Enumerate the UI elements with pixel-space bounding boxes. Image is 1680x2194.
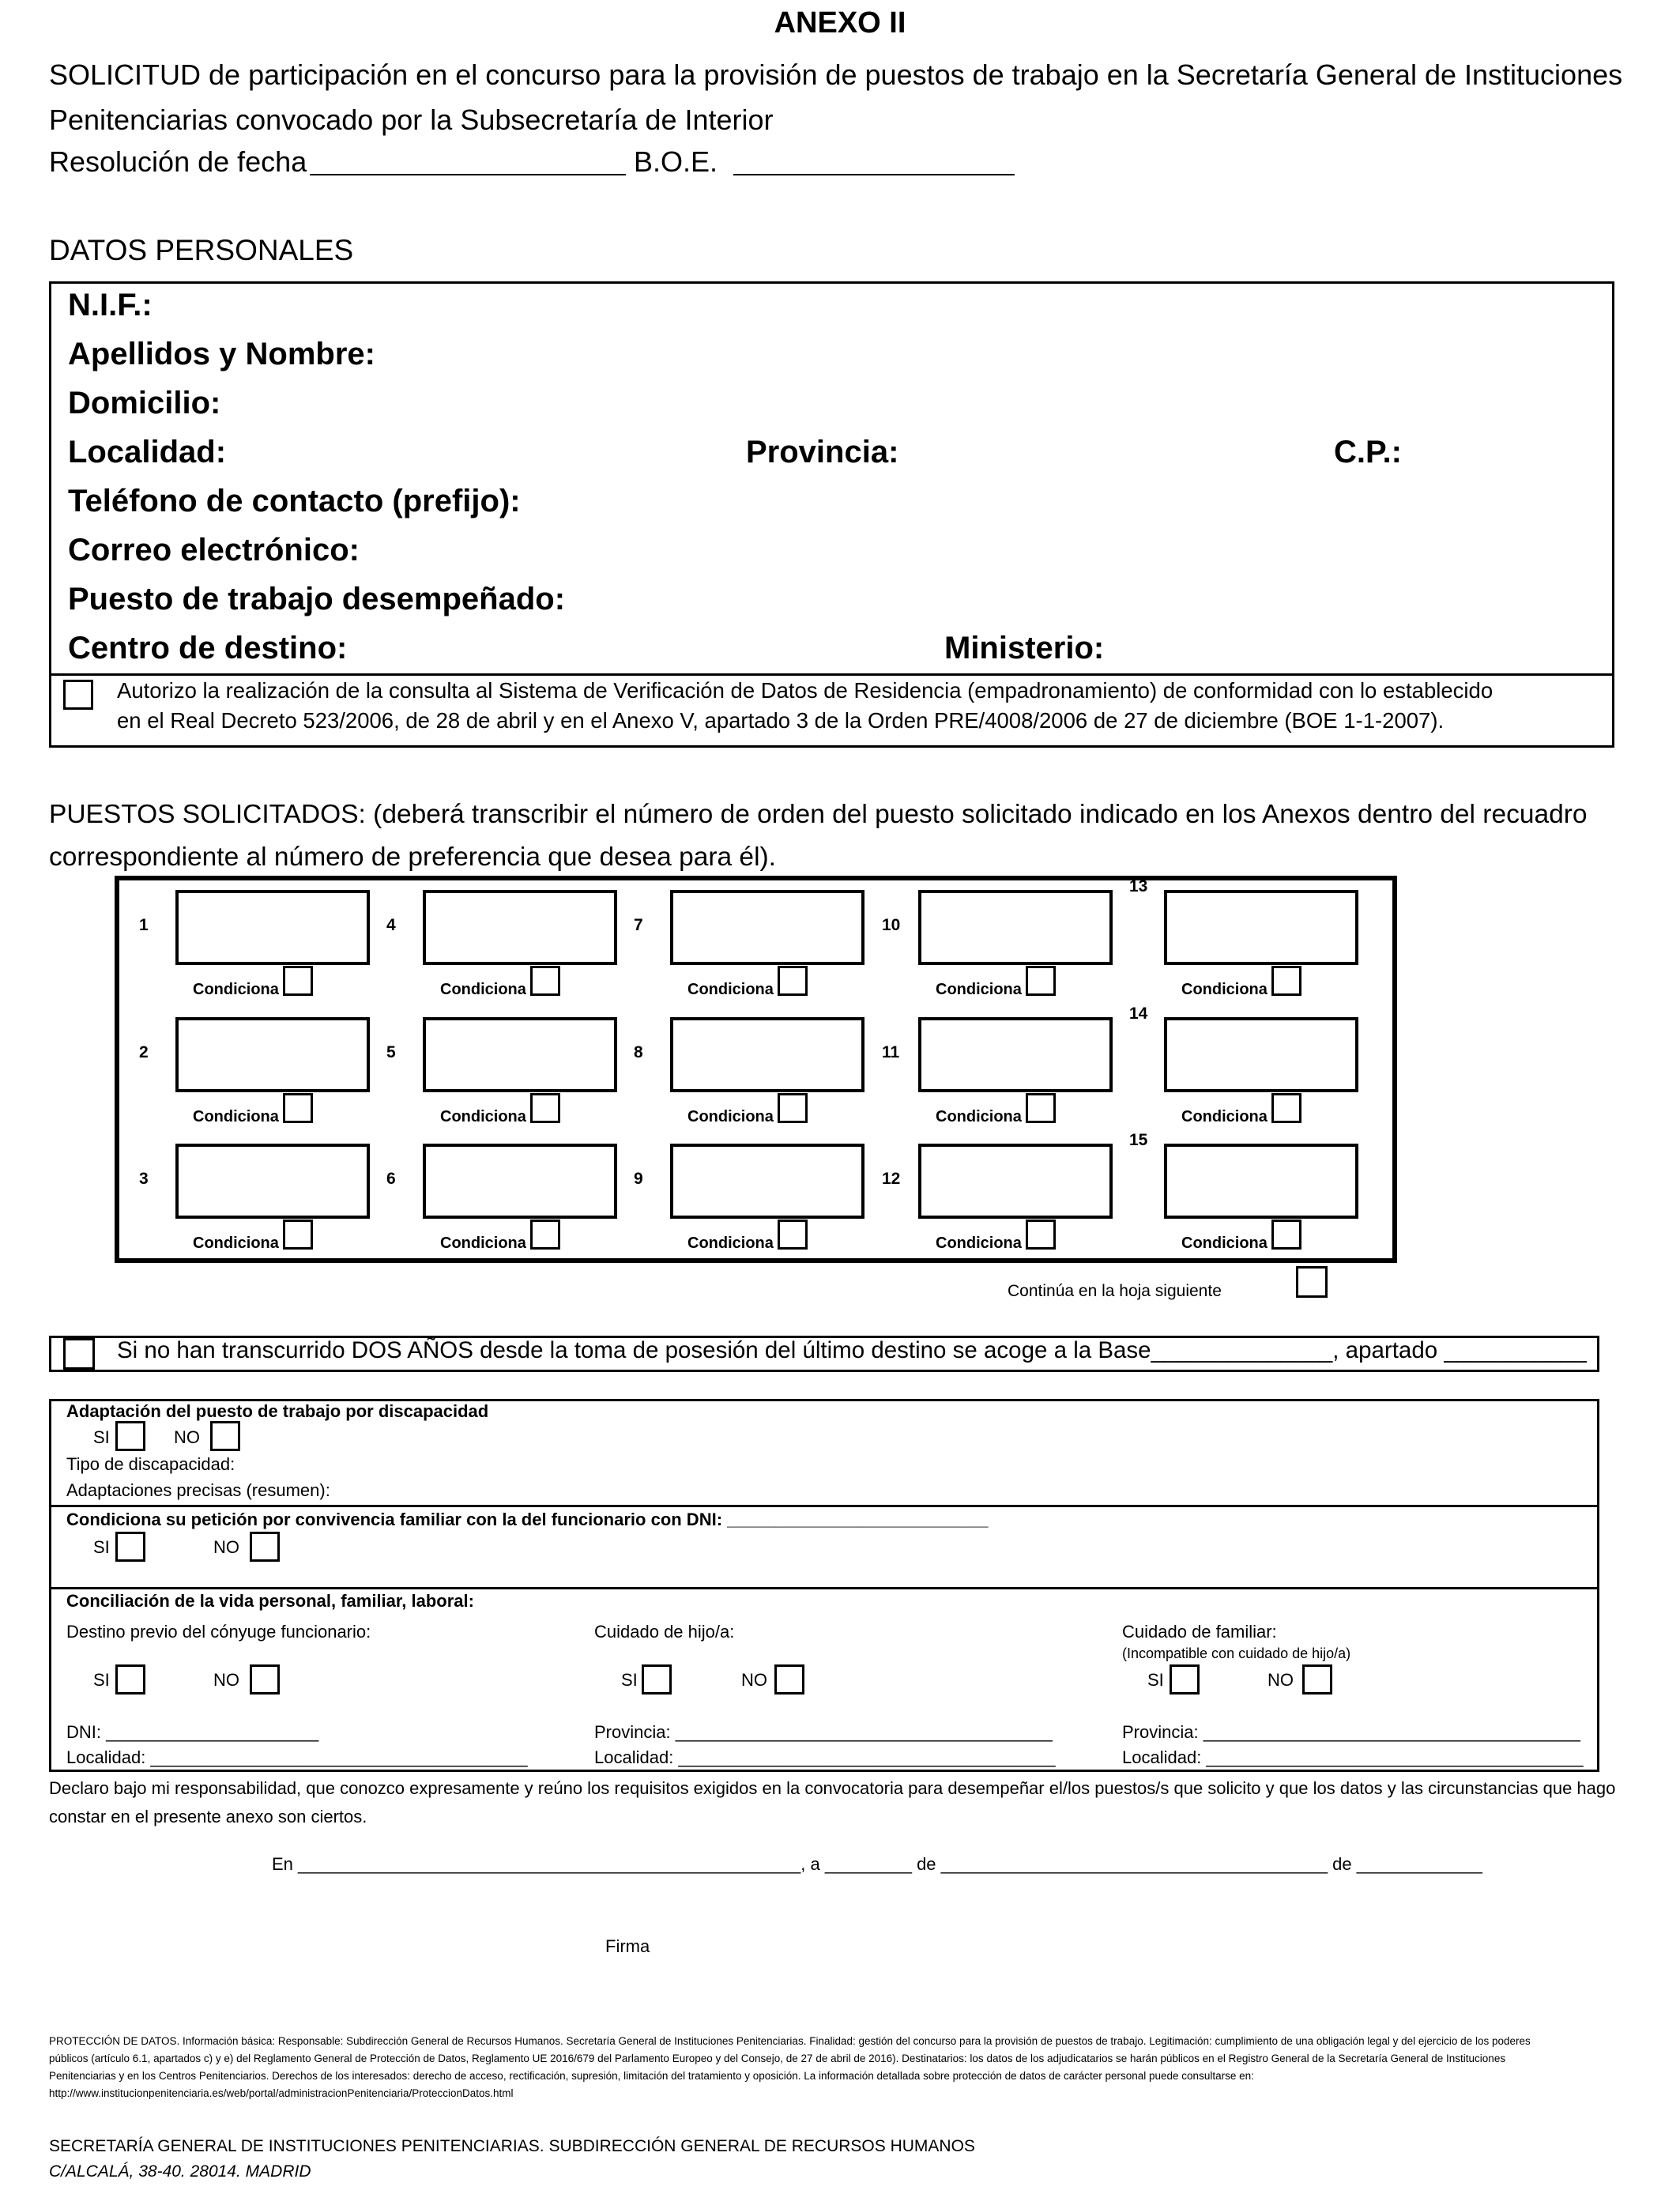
proteccion-line-2: públicos (artículo 6.1, apartados c) y e) del Reglamento General de Protección de Datos, Reglamento UE 2016/679 del Parlamento Europeo y del Consejo, de 27 de abril de 2016). Destinatarios: los datos de los adjudicatarios se harán públicos en el Registro General de la Secretaría General de Instituciones xyxy=(49,2053,1506,2064)
correo-label: Correo electrónico: xyxy=(68,533,360,567)
slot-number: 3 xyxy=(139,1170,149,1188)
slot-number: 11 xyxy=(882,1043,900,1061)
footer-line-2: C/ALCALÁ, 38-40. 28014. MADRID xyxy=(49,2162,311,2181)
condiciona-label: Condiciona xyxy=(1181,981,1268,998)
condiciona-label: Condiciona xyxy=(440,1235,526,1252)
convivencia-si-checkbox[interactable] xyxy=(115,1532,145,1562)
preference-slot-4[interactable] xyxy=(423,890,617,965)
preference-slot-14[interactable] xyxy=(1164,1017,1358,1092)
condiciona-label: Condiciona xyxy=(687,981,774,998)
proteccion-line-3: Penitenciarias y en los Centros Penitenciarios. Derechos de los interesados: derecho de acceso, rectificación, supresión, limitación del tratamiento y oposición. La información detallada sobre protección de datos de carácter personal puede consultarse en: xyxy=(49,2070,1254,2082)
conyuge-si-checkbox[interactable] xyxy=(115,1664,145,1695)
footer-line-1: SECRETARÍA GENERAL DE INSTITUCIONES PENITENCIARIAS. SUBDIRECCIÓN GENERAL DE RECURSOS HUMANOS xyxy=(49,2137,975,2155)
slot-number: 5 xyxy=(386,1043,396,1061)
discapacidad-si-label: SI xyxy=(93,1427,110,1447)
circunstancias-box xyxy=(49,1399,1599,1772)
preference-slot-9[interactable] xyxy=(670,1144,864,1219)
condiciona-checkbox-12[interactable] xyxy=(1026,1220,1056,1250)
preference-slot-15[interactable] xyxy=(1164,1144,1358,1219)
preference-slot-7[interactable] xyxy=(670,890,864,965)
condiciona-checkbox-9[interactable] xyxy=(778,1220,808,1250)
tipo-discapacidad-label: Tipo de discapacidad: xyxy=(66,1454,235,1474)
familiar-si-checkbox[interactable] xyxy=(1170,1664,1200,1695)
proteccion-line-1: PROTECCIÓN DE DATOS. Información básica: Responsable: Subdirección General de Recursos Humanos. Secretaría General de Instituciones Penitenciarias. Finalidad: gestión del concurso para la provisión de puestos de trabajo. Legitimación: cumplimiento de una obligación legal y del ejercicio de los poderes xyxy=(49,2035,1531,2047)
condiciona-checkbox-14[interactable] xyxy=(1271,1093,1301,1123)
intro-line-2: Penitenciarias convocado por la Subsecretaría de Interior xyxy=(49,104,774,136)
condiciona-label: Condiciona xyxy=(193,1235,279,1252)
autorizo-text xyxy=(117,676,1493,736)
fecha-lugar-field[interactable]: En ____________________________________________________, a _________ de ________________________________________ de _____________ xyxy=(272,1854,1482,1874)
condiciona-checkbox-6[interactable] xyxy=(530,1220,560,1250)
condiciona-checkbox-13[interactable] xyxy=(1271,966,1301,996)
divider xyxy=(49,1587,1599,1589)
slot-number: 12 xyxy=(882,1170,901,1188)
resolucion-label: Resolución de fecha xyxy=(49,145,307,178)
nif-label: N.I.F.: xyxy=(68,288,153,322)
domicilio-label: Domicilio: xyxy=(68,386,221,420)
convivencia-title: Condiciona su petición por convivencia familiar con la del funcionario con DNI: ___________________________ xyxy=(66,1510,989,1529)
slot-number: 8 xyxy=(634,1043,643,1061)
preference-slot-11[interactable] xyxy=(918,1017,1113,1092)
divider xyxy=(49,1505,1599,1507)
puestos-heading-line-1: PUESTOS SOLICITADOS: (deberá transcribir el número de orden del puesto solicitado indicado en los Anexos dentro del recuadro xyxy=(49,800,1588,829)
slot-number: 10 xyxy=(882,916,901,934)
declaracion-line-2: constar en el presente anexo son ciertos. xyxy=(49,1807,367,1826)
discapacidad-si-checkbox[interactable] xyxy=(115,1421,145,1451)
familiar-no-label: NO xyxy=(1268,1670,1294,1690)
convivencia-no-label: NO xyxy=(213,1537,239,1557)
intro-line-1: SOLICITUD de participación en el concurso para la provisión de puestos de trabajo en la Secretaría General de Instituciones xyxy=(49,58,1623,91)
provincia-label: Provincia: xyxy=(746,435,899,469)
preference-slot-5[interactable] xyxy=(423,1017,617,1092)
condiciona-label: Condiciona xyxy=(936,1235,1022,1252)
slot-number: 9 xyxy=(634,1170,643,1188)
slot-number: 13 xyxy=(1129,877,1148,895)
declaracion xyxy=(49,1774,1637,1831)
condiciona-label: Condiciona xyxy=(193,981,279,998)
page-title: ANEXO II xyxy=(774,6,906,40)
condiciona-label: Condiciona xyxy=(936,981,1022,998)
slot-number: 6 xyxy=(386,1170,396,1188)
continua-checkbox[interactable] xyxy=(1296,1266,1328,1298)
slot-number: 2 xyxy=(139,1043,149,1061)
condiciona-label: Condiciona xyxy=(687,1235,774,1252)
familiar-localidad-field[interactable]: Localidad: _______________________________________ xyxy=(1122,1747,1584,1767)
preference-slot-3[interactable] xyxy=(175,1144,370,1219)
conciliacion-title: Conciliación de la vida personal, familiar, laboral: xyxy=(66,1591,474,1611)
preference-slot-10[interactable] xyxy=(918,890,1113,965)
localidad-label: Localidad: xyxy=(68,435,227,469)
preference-slot-1[interactable] xyxy=(175,890,370,965)
condiciona-label: Condiciona xyxy=(1181,1108,1268,1125)
hijo-si-checkbox[interactable] xyxy=(642,1664,672,1695)
slot-number: 1 xyxy=(139,916,149,934)
condiciona-label: Condiciona xyxy=(936,1108,1022,1125)
condiciona-checkbox-2[interactable] xyxy=(283,1093,313,1123)
condiciona-label: Condiciona xyxy=(440,1108,526,1125)
condiciona-checkbox-10[interactable] xyxy=(1026,966,1056,996)
conyuge-title: Destino previo del cónyuge funcionario: xyxy=(66,1622,371,1642)
condiciona-label: Condiciona xyxy=(440,981,526,998)
hijo-si-label: SI xyxy=(621,1670,638,1690)
dos-anos-checkbox[interactable] xyxy=(63,1338,95,1370)
familiar-si-label: SI xyxy=(1147,1670,1164,1690)
convivencia-si-label: SI xyxy=(93,1537,110,1557)
slot-number: 15 xyxy=(1129,1131,1148,1149)
hijo-no-checkbox[interactable] xyxy=(774,1664,804,1695)
condiciona-checkbox-5[interactable] xyxy=(530,1093,560,1123)
autorizo-line-1: Autorizo la realización de la consulta al Sistema de Verificación de Datos de Residencia (empadronamiento) de conformidad con lo establecido xyxy=(117,678,1494,703)
boe-field[interactable] xyxy=(733,174,1015,175)
firma-label: Firma xyxy=(605,1936,650,1956)
familiar-note: (Incompatible con cuidado de hijo/a) xyxy=(1122,1646,1351,1661)
discapacidad-no-label: NO xyxy=(174,1427,200,1447)
continua-label: Continúa en la hoja siguiente xyxy=(1008,1282,1222,1300)
centro-label: Centro de destino: xyxy=(68,631,348,665)
conyuge-no-checkbox[interactable] xyxy=(250,1664,280,1695)
familiar-title: Cuidado de familiar: xyxy=(1122,1622,1277,1642)
condiciona-label: Condiciona xyxy=(1181,1235,1268,1252)
condiciona-checkbox-8[interactable] xyxy=(778,1093,808,1123)
hijo-provincia-field[interactable]: Provincia: _______________________________________ xyxy=(594,1722,1053,1742)
condiciona-checkbox-4[interactable] xyxy=(530,966,560,996)
dos-anos-text: Si no han transcurrido DOS AÑOS desde la toma de posesión del último destino se acoge a la Base______________, apartado ___________ xyxy=(117,1337,1587,1363)
condiciona-checkbox-1[interactable] xyxy=(283,966,313,996)
preference-slot-2[interactable] xyxy=(175,1017,370,1092)
preference-slot-12[interactable] xyxy=(918,1144,1113,1219)
autorizo-checkbox[interactable] xyxy=(63,680,93,710)
preference-slot-13[interactable] xyxy=(1164,890,1358,965)
condiciona-label: Condiciona xyxy=(193,1108,279,1125)
cp-label: C.P.: xyxy=(1334,435,1402,469)
slot-number: 4 xyxy=(386,916,396,934)
familiar-provincia-field[interactable]: Provincia: _______________________________________ xyxy=(1122,1722,1580,1742)
puestos-heading-line-2: correspondiente al número de preferencia que desea para él). xyxy=(49,843,776,872)
familiar-no-checkbox[interactable] xyxy=(1302,1664,1332,1695)
autorizo-line-2: en el Real Decreto 523/2006, de 28 de abril y en el Anexo V, apartado 3 de la Orden PRE/4008/2006 de 27 de diciembre (BOE 1-1-2007). xyxy=(117,708,1445,733)
slot-number: 14 xyxy=(1129,1005,1148,1023)
adaptaciones-label: Adaptaciones precisas (resumen): xyxy=(66,1480,330,1500)
preference-slot-8[interactable] xyxy=(670,1017,864,1092)
puestos-heading xyxy=(49,794,1588,879)
hijo-title: Cuidado de hijo/a: xyxy=(594,1622,735,1642)
discapacidad-no-checkbox[interactable] xyxy=(210,1421,240,1451)
puesto-label: Puesto de trabajo desempeñado: xyxy=(68,582,566,616)
conyuge-no-label: NO xyxy=(213,1670,239,1690)
resolucion-date-field[interactable] xyxy=(310,174,626,175)
intro xyxy=(49,52,1629,142)
convivencia-no-checkbox[interactable] xyxy=(250,1532,280,1562)
condiciona-label: Condiciona xyxy=(687,1108,774,1125)
conyuge-dni-field[interactable]: DNI: ______________________ xyxy=(66,1722,319,1742)
discapacidad-title: Adaptación del puesto de trabajo por discapacidad xyxy=(66,1401,489,1421)
conyuge-si-label: SI xyxy=(93,1670,110,1690)
hijo-no-label: NO xyxy=(741,1670,767,1690)
proteccion-datos xyxy=(49,2033,1637,2102)
conyuge-localidad-field[interactable]: Localidad: _______________________________________ xyxy=(66,1747,528,1767)
preference-slot-6[interactable] xyxy=(423,1144,617,1219)
declaracion-line-1: Declaro bajo mi responsabilidad, que conozco expresamente y reúno los requisitos exigidos en la convocatoria para desempeñar el/los puestos/s que solicito y que los datos y las circunstancias que hago xyxy=(49,1778,1616,1798)
proteccion-line-4[interactable]: http://www.institucionpenitenciaria.es/web/portal/administracionPenitenciaria/ProteccionDatos.html xyxy=(49,2087,514,2099)
telefono-label: Teléfono de contacto (prefijo): xyxy=(68,484,521,518)
condiciona-checkbox-11[interactable] xyxy=(1026,1093,1056,1123)
datos-personales-heading: DATOS PERSONALES xyxy=(49,234,354,266)
apellidos-label: Apellidos y Nombre: xyxy=(68,337,375,371)
ministerio-label: Ministerio: xyxy=(944,631,1105,665)
slot-number: 7 xyxy=(634,916,643,934)
hijo-localidad-field[interactable]: Localidad: _______________________________________ xyxy=(594,1747,1056,1767)
condiciona-checkbox-3[interactable] xyxy=(283,1220,313,1250)
boe-label: B.O.E. xyxy=(634,145,718,178)
condiciona-checkbox-7[interactable] xyxy=(778,966,808,996)
condiciona-checkbox-15[interactable] xyxy=(1271,1220,1301,1250)
